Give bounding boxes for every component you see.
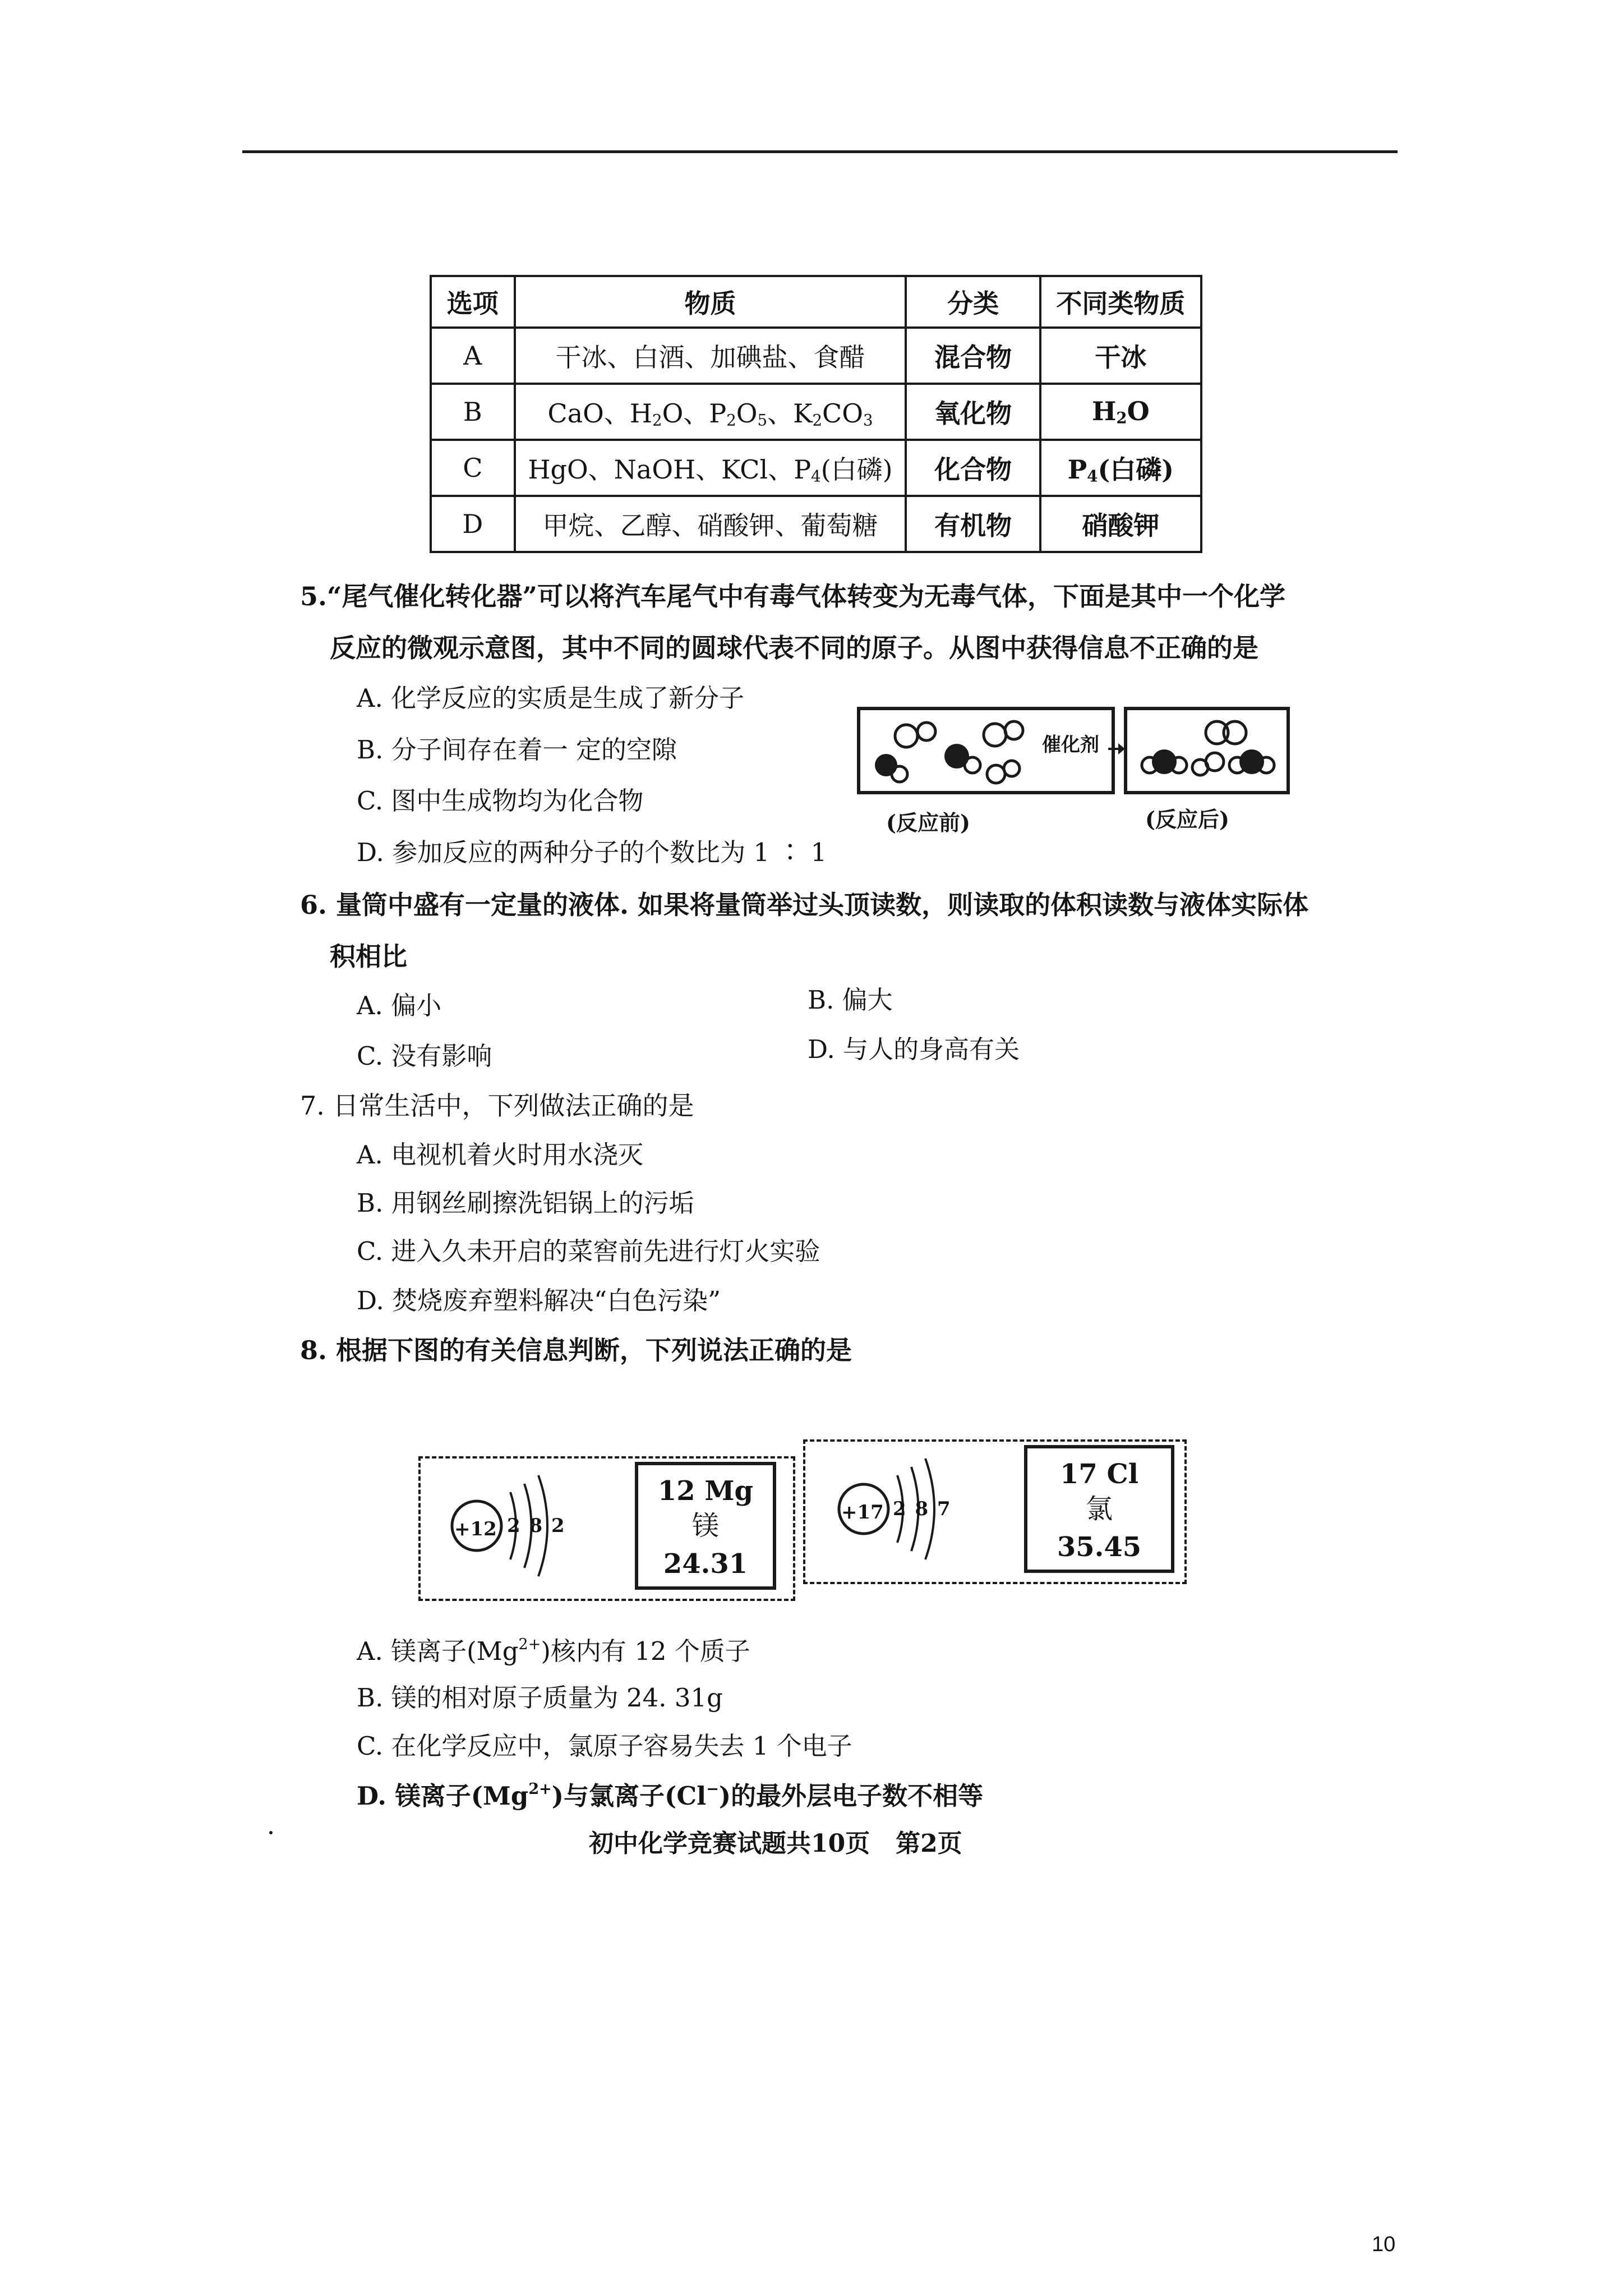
row-class: 化合物	[906, 440, 1040, 496]
row-class: 氧化物	[906, 384, 1040, 440]
cl-electron-shells: 2 8 7	[893, 1498, 951, 1520]
mg-mass: 24.31	[663, 1548, 748, 1580]
q5-option-d: D. 参加反应的两种分子的个数比为 1 ∶ 1	[357, 838, 827, 867]
cl-nucleus-charge: +17	[841, 1501, 884, 1524]
q6-option-a: A. 偏小	[357, 991, 442, 1020]
q6-option-c: C. 没有影响	[357, 1041, 492, 1071]
catalyst-label: 催化剂	[1042, 734, 1099, 756]
q5-option-a: A. 化学反应的实质是生成了新分子	[357, 683, 745, 713]
table-row	[431, 440, 1201, 496]
q5-stem-line2: 反应的微观示意图，其中不同的圆球代表不同的原子。从图中获得信息不正确的是	[330, 633, 1258, 663]
classification-table	[430, 275, 1202, 553]
row-different: 硝酸钾	[1040, 496, 1201, 552]
table-header-row	[431, 276, 1201, 328]
row-key: A	[431, 328, 515, 384]
q8-option-a: A. 镁离子$(Mg^{2+})$核内有 12 个质子	[357, 1636, 750, 1666]
q7-option-a: A. 电视机着火时用水浇灭	[357, 1140, 644, 1170]
mg-number-symbol: 12 Mg	[657, 1475, 754, 1507]
row-substances: 甲烷、乙醇、硝酸钾、葡萄糖	[515, 496, 906, 552]
q7-stem: 7. 日常生活中，下列做法正确的是	[300, 1091, 694, 1121]
q6-option-d: D. 与人的身高有关	[808, 1034, 1020, 1064]
cl-element-card	[1024, 1445, 1174, 1573]
q7-option-c: C. 进入久未开启的菜窖前先进行灯火实验	[357, 1236, 820, 1266]
scan-dot	[269, 1831, 273, 1834]
q8-option-b: B. 镁的相对原子质量为 24. 31g	[357, 1683, 723, 1713]
table-row	[431, 384, 1201, 440]
mg-nucleus-charge: +12	[454, 1518, 497, 1540]
table-row	[431, 496, 1201, 552]
header-option: 选项	[431, 276, 515, 328]
top-rule	[242, 150, 1398, 153]
row-class: 有机物	[906, 496, 1040, 552]
cl-mass: 35.45	[1057, 1531, 1142, 1563]
cl-number-symbol: 17 Cl	[1060, 1458, 1138, 1490]
row-different: $P_4$(白磷)	[1040, 440, 1201, 496]
row-substances: CaO、$H_2O$、$P_2O_5$、$K_2CO_3$	[515, 384, 906, 440]
q6-option-b: B. 偏大	[808, 985, 893, 1015]
mg-electron-shells: 2 8 2	[507, 1515, 565, 1537]
header-substance: 物质	[515, 276, 906, 328]
row-key: B	[431, 384, 515, 440]
q6-stem-line2: 积相比	[330, 941, 407, 972]
row-key: C	[431, 440, 515, 496]
page-number: 10	[1372, 2233, 1396, 2256]
q5-stem-line1: 5.“尾气催化转化器”可以将汽车尾气中有毒气体转变为无毒气体，下面是其中一个化学	[300, 581, 1285, 611]
row-substances: 干冰、白酒、加碘盐、食醋	[515, 328, 906, 384]
header-different: 不同类物质	[1040, 276, 1201, 328]
q8-stem: 8. 根据下图的有关信息判断，下列说法正确的是	[300, 1335, 852, 1365]
row-different: $H_2O$	[1040, 384, 1201, 440]
q5-option-c: C. 图中生成物均为化合物	[357, 786, 644, 816]
after-reaction-box	[1124, 707, 1290, 794]
row-substances: HgO、NaOH、KCl、$P_4$(白磷)	[515, 440, 906, 496]
cl-name: 氯	[1085, 1493, 1113, 1525]
row-different: 干冰	[1040, 328, 1201, 384]
row-key: D	[431, 496, 515, 552]
q6-stem-line1: 6. 量筒中盛有一定量的液体. 如果将量筒举过头顶读数，则读取的体积读数与液体实际体	[300, 890, 1309, 920]
q7-option-d: D. 焚烧废弃塑料解决“白色污染”	[357, 1286, 721, 1315]
after-molecules	[1127, 710, 1287, 791]
page-footer: 初中化学竞赛试题共10页 第2页	[589, 1829, 962, 1858]
before-label: (反应前)	[886, 810, 970, 835]
table-row	[431, 328, 1201, 384]
mg-name: 镁	[691, 1510, 719, 1542]
reaction-arrow	[1108, 740, 1125, 757]
after-label: (反应后)	[1145, 807, 1229, 832]
row-class: 混合物	[906, 328, 1040, 384]
q7-option-b: B. 用钢丝刷擦洗铝锅上的污垢	[357, 1188, 694, 1218]
q5-option-b: B. 分子间存在着一 定的空隙	[357, 735, 677, 765]
q8-option-c: C. 在化学反应中，氯原子容易失去 1 个电子	[357, 1731, 852, 1761]
header-class: 分类	[906, 276, 1040, 328]
mg-element-card	[635, 1462, 776, 1590]
q8-option-d: D. 镁离子$(Mg^{2+})$与氯离子(Cl−)的最外层电子数不相等	[357, 1780, 984, 1811]
